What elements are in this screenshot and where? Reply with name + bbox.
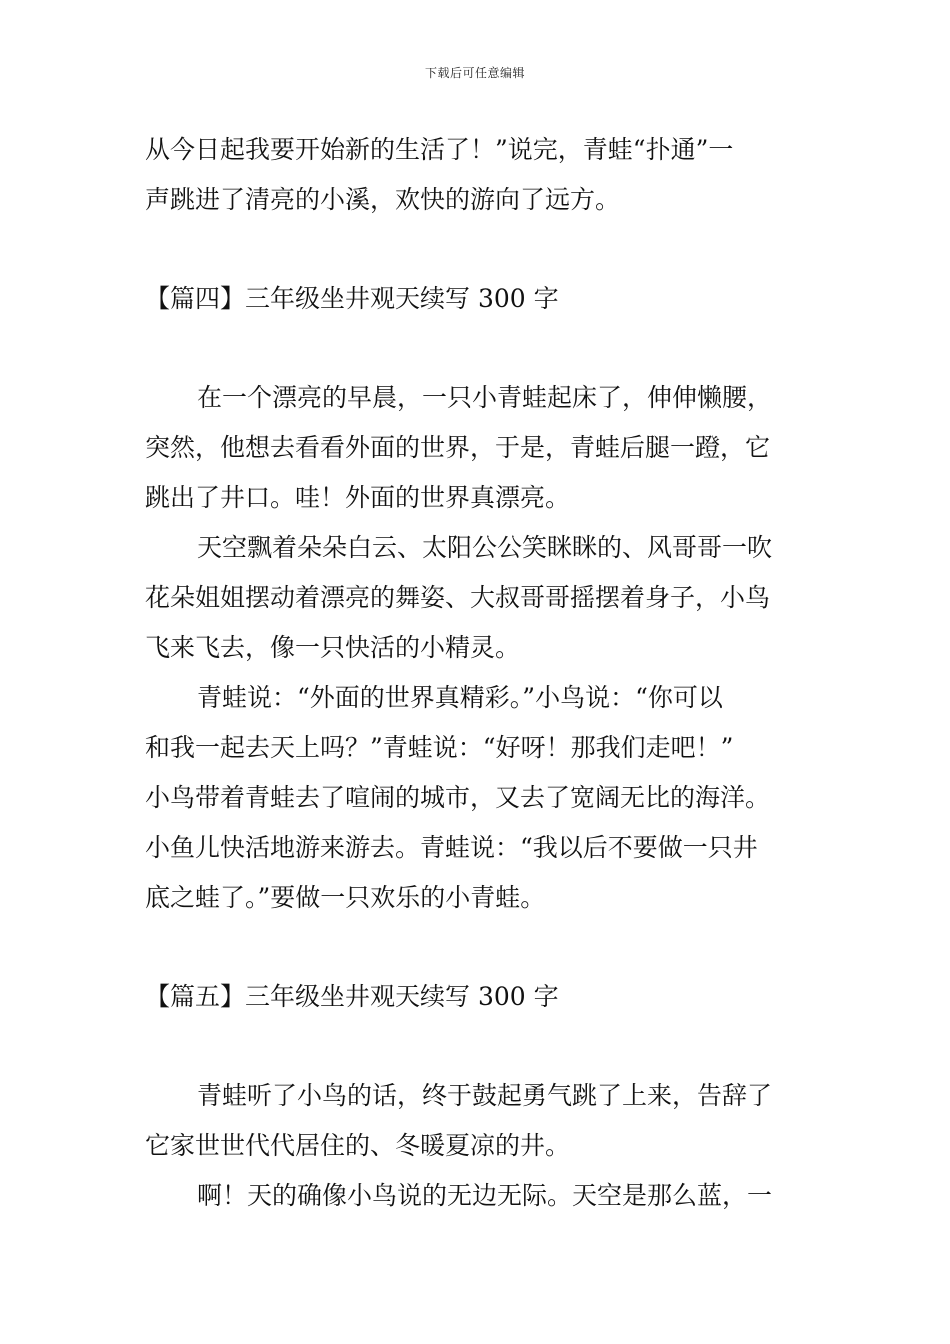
paragraph-line: 天空飘着朵朵白云、太阳公公笑眯眯的、风哥哥一吹 <box>197 533 773 562</box>
section-heading-4: 【篇四】三年级坐井观天续写 300 字 <box>145 284 559 313</box>
page-header: 下载后可任意编辑 <box>424 66 525 80</box>
paragraph-line: 小鱼儿快活地游来游去。青蛙说：“我以后不要做一只井 <box>145 833 758 862</box>
paragraph-line: 和我一起去天上吗？”青蛙说：“好呀！那我们走吧！” <box>145 733 734 762</box>
paragraph-line: 小鸟带着青蛙去了喧闹的城市，又去了宽阔无比的海洋。 <box>145 783 771 812</box>
paragraph-line: 底之蛙了。”要做一只欢乐的小青蛙。 <box>145 883 546 912</box>
paragraph-line: 突然，他想去看看外面的世界，于是，青蛙后腿一蹬，它 <box>145 433 771 462</box>
paragraph-line: 在一个漂亮的早晨，一只小青蛙起床了，伸伸懒腰， <box>197 383 773 412</box>
text-line: 从今日起我要开始新的生活了！”说完，青蛙“扑通”一 <box>145 135 734 164</box>
section-heading-5: 【篇五】三年级坐井观天续写 300 字 <box>145 982 559 1011</box>
paragraph-line: 飞来飞去，像一只快活的小精灵。 <box>145 633 521 662</box>
text-line: 声跳进了清亮的小溪，欢快的游向了远方。 <box>145 185 621 214</box>
paragraph-line: 花朵姐姐摆动着漂亮的舞姿、大叔哥哥摇摆着身子，小鸟 <box>145 583 771 612</box>
paragraph-line: 它家世世代代居住的、冬暖夏凉的井。 <box>145 1131 571 1160</box>
paragraph-line: 青蛙说：“外面的世界真精彩。”小鸟说：“你可以 <box>197 683 723 712</box>
paragraph-line: 跳出了井口。哇！外面的世界真漂亮。 <box>145 483 571 512</box>
paragraph-line: 青蛙听了小鸟的话，终于鼓起勇气跳了上来，告辞了 <box>197 1081 773 1110</box>
paragraph-line: 啊！天的确像小鸟说的无边无际。天空是那么蓝，一 <box>197 1181 773 1210</box>
